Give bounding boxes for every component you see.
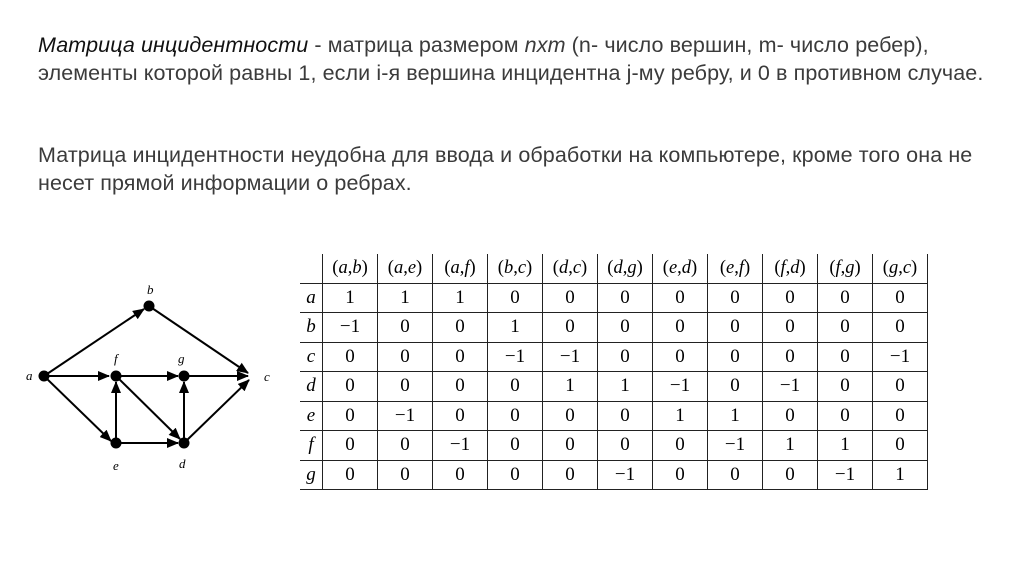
matrix-cell: 0	[433, 372, 488, 402]
matrix-cell: 0	[873, 283, 928, 313]
row-header: g	[300, 460, 323, 490]
matrix-cell: 0	[873, 431, 928, 461]
column-header: (f,d)	[763, 254, 818, 283]
matrix-cell: 1	[763, 431, 818, 461]
matrix-cell: 0	[323, 372, 378, 402]
matrix-body	[300, 283, 928, 490]
matrix-cell: −1	[818, 460, 873, 490]
definition-text-part2: (n- число вершин, m- число ребер), элементы которой равны 1, если i-я вершина инцидентна j-му ребру, и 0 в противном случае.	[38, 33, 984, 85]
vertex-e	[111, 438, 122, 449]
vertex-label-g: g	[178, 351, 185, 366]
term-incidence-matrix: Матрица инцидентности	[38, 33, 309, 57]
matrix-cell: 0	[653, 313, 708, 343]
vertex-f	[111, 371, 122, 382]
matrix-cell: 0	[873, 372, 928, 402]
matrix-cell: −1	[763, 372, 818, 402]
matrix-cell: 0	[818, 372, 873, 402]
matrix-cell: 1	[433, 283, 488, 313]
matrix-cell: 0	[598, 401, 653, 431]
matrix-cell: 1	[873, 460, 928, 490]
matrix-cell: 0	[818, 401, 873, 431]
column-header: (d,g)	[598, 254, 653, 283]
matrix-cell: 0	[653, 342, 708, 372]
matrix-row	[300, 401, 928, 431]
matrix-cell: −1	[708, 431, 763, 461]
matrix-cell: 1	[708, 401, 763, 431]
matrix-cell: 0	[378, 342, 433, 372]
row-header: d	[300, 372, 323, 402]
matrix-cell: 0	[818, 313, 873, 343]
matrix-cell: 0	[488, 460, 543, 490]
matrix-cell: 0	[708, 283, 763, 313]
matrix-cell: 0	[708, 313, 763, 343]
column-header: (a,f)	[433, 254, 488, 283]
matrix-cell: 0	[323, 342, 378, 372]
row-header: b	[300, 313, 323, 343]
matrix-row	[300, 431, 928, 461]
column-header: (b,c)	[488, 254, 543, 283]
matrix-cell: 0	[433, 401, 488, 431]
column-header: (e,f)	[708, 254, 763, 283]
matrix-cell: 1	[598, 372, 653, 402]
matrix-cell: 0	[433, 460, 488, 490]
size-notation: nxm	[524, 33, 566, 57]
matrix-cell: 0	[378, 460, 433, 490]
edge-b-c	[149, 306, 248, 373]
matrix-cell: 0	[488, 372, 543, 402]
matrix-cell: 0	[763, 283, 818, 313]
matrix-corner	[300, 254, 323, 283]
matrix-cell: 0	[818, 342, 873, 372]
matrix-cell: 0	[708, 372, 763, 402]
matrix-header-row	[300, 254, 928, 283]
incidence-matrix	[300, 254, 928, 490]
matrix-cell: −1	[873, 342, 928, 372]
matrix-cell: 0	[763, 460, 818, 490]
matrix-cell: 0	[653, 283, 708, 313]
matrix-cell: 0	[543, 431, 598, 461]
matrix-cell: 0	[433, 342, 488, 372]
matrix-cell: −1	[598, 460, 653, 490]
matrix-cell: 0	[598, 342, 653, 372]
matrix-cell: 0	[378, 431, 433, 461]
edge-a-e	[44, 376, 111, 441]
row-header: e	[300, 401, 323, 431]
matrix-cell: 1	[653, 401, 708, 431]
matrix-cell: −1	[323, 313, 378, 343]
row-header: a	[300, 283, 323, 313]
matrix-cell: −1	[433, 431, 488, 461]
matrix-cell: 0	[653, 431, 708, 461]
matrix-cell: 0	[323, 431, 378, 461]
matrix-cell: 0	[873, 401, 928, 431]
matrix-cell: 0	[543, 460, 598, 490]
matrix-cell: 0	[598, 431, 653, 461]
remark-paragraph: Матрица инцидентности неудобна для ввода и обработки на компьютере, кроме того она не несет прямой информации о ребрах.	[38, 143, 973, 195]
vertex-label-b: b	[147, 282, 154, 297]
matrix-cell: 1	[543, 372, 598, 402]
matrix-cell: 1	[488, 313, 543, 343]
matrix-cell: 0	[488, 283, 543, 313]
matrix-cell: 0	[378, 372, 433, 402]
vertex-label-e: e	[113, 458, 119, 473]
matrix-cell: 0	[378, 313, 433, 343]
matrix-row	[300, 342, 928, 372]
column-header: (d,c)	[543, 254, 598, 283]
vertex-b	[144, 301, 155, 312]
matrix-cell: 0	[763, 313, 818, 343]
matrix-row	[300, 313, 928, 343]
column-header: (a,e)	[378, 254, 433, 283]
column-header: (f,g)	[818, 254, 873, 283]
matrix-cell: 0	[488, 401, 543, 431]
matrix-row	[300, 460, 928, 490]
edge-d-c	[184, 380, 249, 443]
matrix-cell: 0	[323, 401, 378, 431]
definition-text-part1: - матрица размером	[308, 33, 525, 57]
matrix-cell: 0	[543, 283, 598, 313]
matrix-cell: 0	[488, 431, 543, 461]
matrix-cell: 1	[378, 283, 433, 313]
matrix-cell: −1	[543, 342, 598, 372]
vertex-label-c: c	[264, 369, 270, 384]
matrix-cell: 0	[433, 313, 488, 343]
matrix-cell: −1	[488, 342, 543, 372]
matrix-cell: 0	[763, 342, 818, 372]
column-header: (e,d)	[653, 254, 708, 283]
vertex-label-a: a	[26, 368, 33, 383]
vertex-label-d: d	[179, 456, 186, 471]
edge-f-d	[116, 376, 180, 439]
vertex-d	[179, 438, 190, 449]
matrix-cell: 0	[763, 401, 818, 431]
vertex-label-f: f	[114, 351, 118, 366]
matrix-cell: 0	[598, 283, 653, 313]
matrix-row	[300, 372, 928, 402]
edge-a-b	[44, 309, 144, 376]
incidence-matrix-table	[300, 254, 928, 490]
row-header: f	[300, 431, 323, 461]
vertex-g	[179, 371, 190, 382]
column-header: (g,c)	[873, 254, 928, 283]
matrix-cell: −1	[653, 372, 708, 402]
matrix-cell: 1	[818, 431, 873, 461]
matrix-cell: 1	[323, 283, 378, 313]
matrix-cell: 0	[543, 313, 598, 343]
matrix-cell: 0	[598, 313, 653, 343]
matrix-cell: 0	[323, 460, 378, 490]
matrix-cell: −1	[378, 401, 433, 431]
directed-graph	[0, 0, 300, 574]
row-header: c	[300, 342, 323, 372]
matrix-cell: 0	[818, 283, 873, 313]
matrix-cell: 0	[708, 460, 763, 490]
vertex-a	[39, 371, 50, 382]
matrix-row	[300, 283, 928, 313]
matrix-cell: 0	[708, 342, 763, 372]
column-header: (a,b)	[323, 254, 378, 283]
matrix-cell: 0	[543, 401, 598, 431]
matrix-cell: 0	[873, 313, 928, 343]
matrix-cell: 0	[653, 460, 708, 490]
